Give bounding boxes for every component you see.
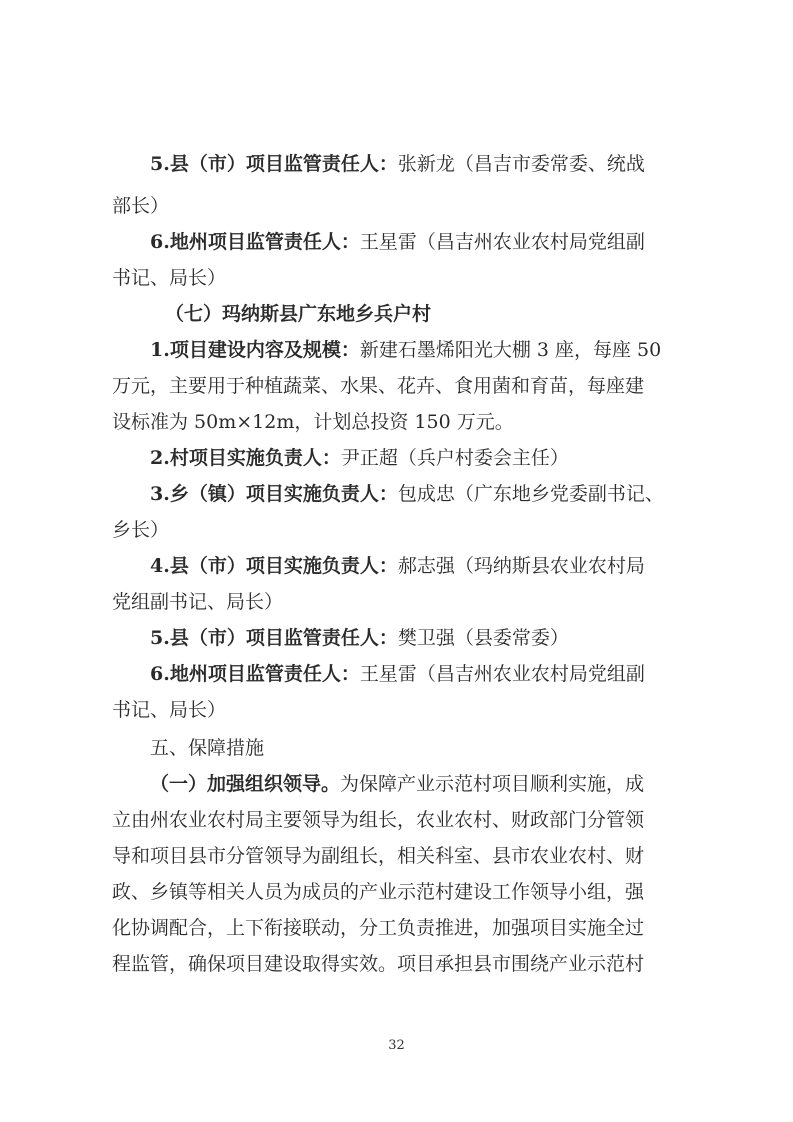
line-text: 郝志强（玛纳斯县农业农村局	[397, 555, 645, 577]
line-text: 党组副书记、局长）	[112, 591, 284, 613]
text-line	[150, 152, 702, 176]
line-text: 程监管，确保项目建设取得实效。项目承担县市围绕产业示范村	[112, 953, 645, 975]
line-text: 樊卫强（县委常委）	[397, 627, 569, 649]
line-text: 立由州农业农村局主要领导为组长，农业农村、财政部门分管领	[112, 809, 645, 831]
text-line	[112, 844, 702, 868]
text-line	[150, 338, 702, 362]
text-line	[150, 554, 702, 578]
text-line	[150, 772, 702, 796]
line-text: 部长）	[112, 195, 170, 217]
line-text: 设标准为 50m×12m，计划总投资 150 万元。	[112, 411, 514, 433]
line-text: 书记、局长）	[112, 267, 227, 289]
text-line	[112, 266, 702, 290]
bold-label: （七）玛纳斯县广东地乡兵户村	[165, 303, 432, 325]
bold-label: 2.村项目实施负责人：	[150, 447, 341, 469]
line-text: 包成忠（广东地乡党委副书记、	[397, 483, 664, 505]
bold-label: （一）加强组织领导。	[150, 773, 341, 795]
line-text: 政、乡镇等相关人员为成员的产业示范村建设工作领导小组，强	[112, 881, 645, 903]
text-line	[112, 698, 702, 722]
line-text: 为保障产业示范村项目顺利实施，成	[340, 773, 645, 795]
text-line	[112, 518, 702, 542]
text-line	[112, 590, 702, 614]
bold-label: 5.县（市）项目监管责任人：	[150, 627, 398, 649]
line-text: 尹正超（兵户村委会主任）	[340, 447, 569, 469]
bold-label: 5.县（市）项目监管责任人：	[150, 153, 398, 175]
line-text: 张新龙（昌吉市委常委、统战	[397, 153, 645, 175]
line-text: 五、保障措施	[150, 737, 265, 759]
line-text: 王星雷（昌吉州农业农村局党组副	[359, 231, 645, 253]
text-line	[112, 808, 702, 832]
bold-label: 6.地州项目监管责任人：	[150, 663, 360, 685]
text-line	[150, 230, 702, 254]
text-line	[112, 410, 702, 434]
text-line	[112, 916, 702, 940]
line-text: 化协调配合，上下衔接联动，分工负责推进，加强项目实施全过	[112, 917, 645, 939]
line-text: 王星雷（昌吉州农业农村局党组副	[359, 663, 645, 685]
text-line	[165, 302, 702, 326]
line-text: 新建石墨烯阳光大棚 3 座，每座 50	[359, 339, 662, 361]
text-line	[112, 952, 702, 976]
text-line	[112, 374, 702, 398]
bold-label: 4.县（市）项目实施负责人：	[150, 555, 398, 577]
bold-label: 6.地州项目监管责任人：	[150, 231, 360, 253]
line-text: 书记、局长）	[112, 699, 227, 721]
text-line	[150, 482, 702, 506]
text-line	[150, 446, 702, 470]
text-line	[150, 626, 702, 650]
text-line	[150, 662, 702, 686]
bold-label: 3.乡（镇）项目实施负责人：	[150, 483, 398, 505]
text-line	[112, 194, 702, 218]
text-line	[150, 736, 702, 760]
page-number: 32	[388, 1038, 405, 1053]
line-text: 万元，主要用于种植蔬菜、水果、花卉、食用菌和育苗，每座建	[112, 375, 645, 397]
line-text: 乡长）	[112, 519, 170, 541]
text-line	[112, 880, 702, 904]
line-text: 导和项目县市分管领导为副组长，相关科室、县市农业农村、财	[112, 845, 645, 867]
bold-label: 1.项目建设内容及规模：	[150, 339, 360, 361]
